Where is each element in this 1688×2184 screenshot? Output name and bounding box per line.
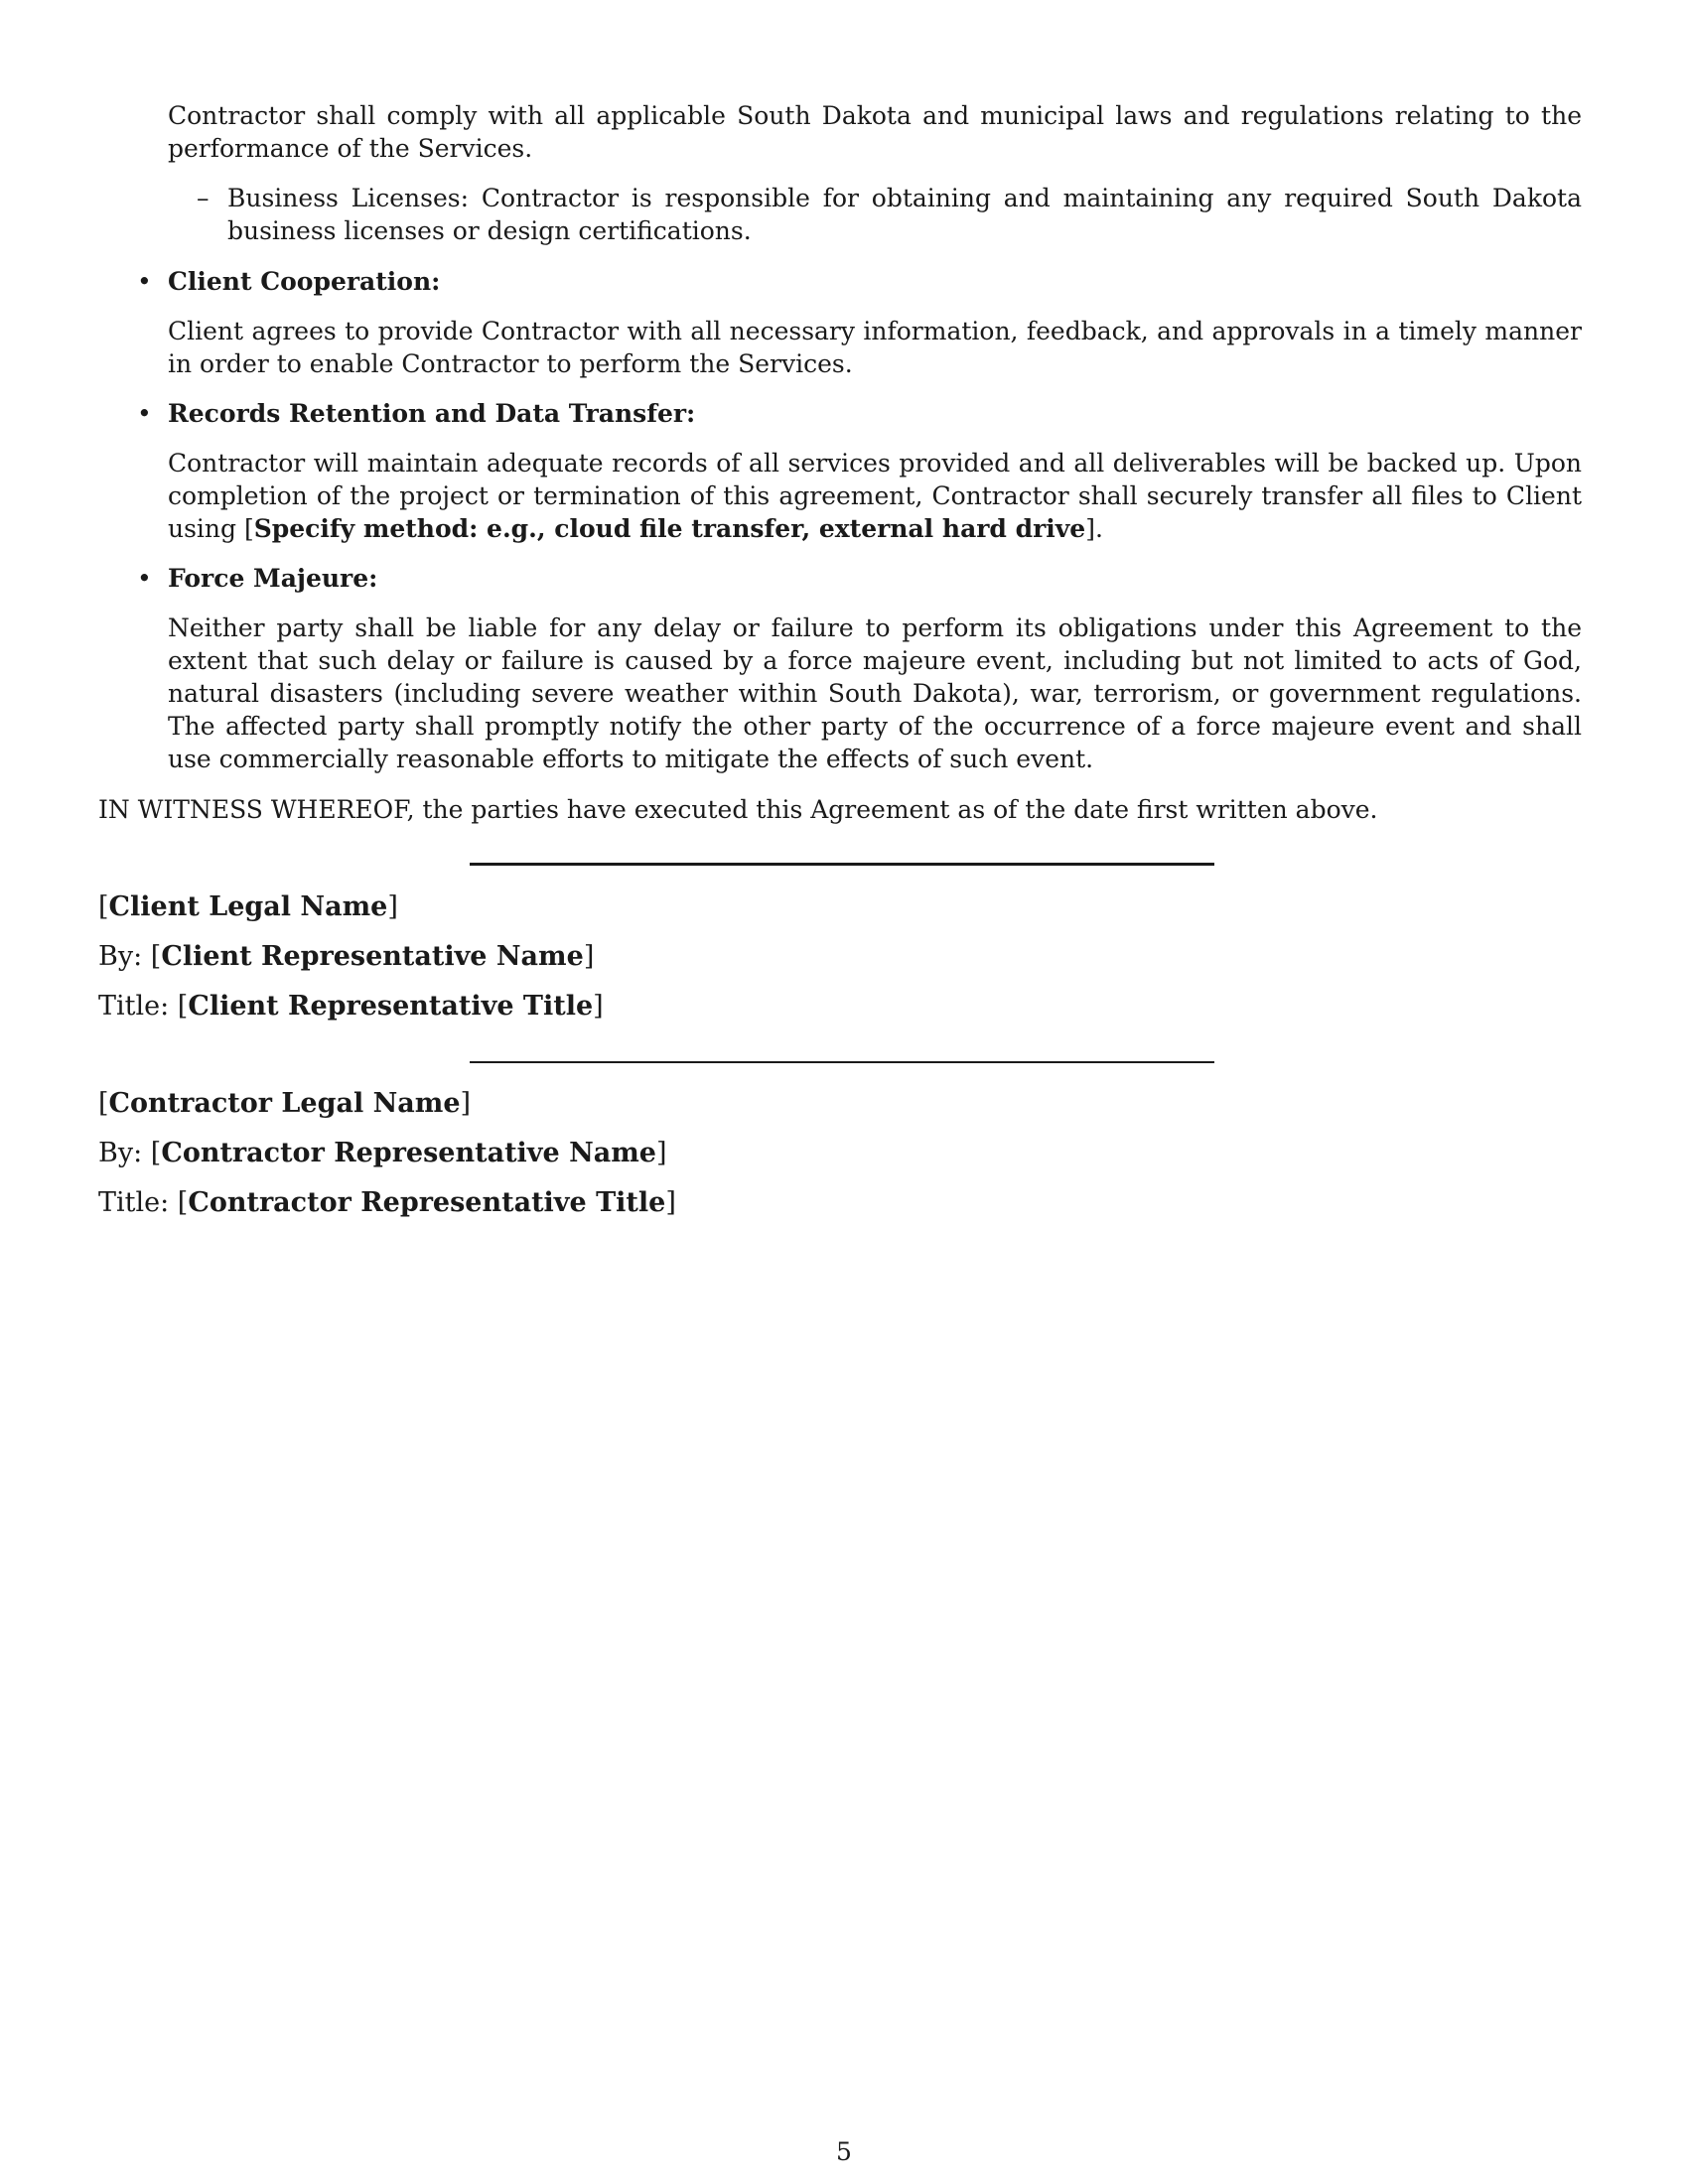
contractor-signature-line <box>470 1061 1214 1063</box>
business-licenses-item: Business Licenses: Contractor is responsible for obtaining and maintaining any required South Dakota business licenses or design certifications. <box>227 184 1582 245</box>
contractor-title-line: Title: [Contractor Representative Title] <box>98 1187 676 1218</box>
bullet-marker: • <box>137 564 152 593</box>
client-title-line: Title: [Client Representative Title] <box>98 991 604 1022</box>
witness-statement: IN WITNESS WHEREOF, the parties have executed this Agreement as of the date first written above. <box>98 795 1378 824</box>
client-rep-name: Client Representative Name <box>161 941 584 972</box>
force-majeure-body: Neither party shall be liable for any delay or failure to perform its obligations under this Agreement to the extent that such delay or failure is caused by a force majeure event, including but not limited to acts of God, natural disasters (including severe weather within South Dakota), war, terrorism, or government regulations. The affected party shall promptly notify the other party of the occurrence of a force majeure event and shall use commercially reasonable efforts to mitigate the effects of such event. <box>168 614 1582 773</box>
client-rep-title: Client Representative Title <box>188 991 594 1022</box>
records-retention-body <box>168 447 1582 545</box>
contractor-legal-name-text: Contractor Legal Name <box>108 1088 461 1119</box>
client-legal-name-text: Client Legal Name <box>108 891 388 922</box>
force-majeure-heading: Force Majeure: <box>168 564 378 593</box>
client-legal-name: [Client Legal Name] <box>98 891 398 922</box>
by-label: By: <box>98 1138 143 1168</box>
title-label: Title: <box>98 991 170 1022</box>
contractor-by-line: By: [Contractor Representative Name] <box>98 1138 667 1168</box>
bullet-marker: • <box>137 267 152 296</box>
client-signature-line <box>470 863 1214 866</box>
client-cooperation-heading: Client Cooperation: <box>168 267 441 296</box>
contractor-rep-name: Contractor Representative Name <box>161 1138 656 1168</box>
dash-marker: – <box>197 184 210 212</box>
contractor-legal-name: [Contractor Legal Name] <box>98 1088 472 1119</box>
transfer-method-placeholder: Specify method: e.g., cloud file transfer, external hard drive <box>253 514 1086 543</box>
title-label: Title: <box>98 1187 170 1218</box>
client-by-line: By: [Client Representative Name] <box>98 941 595 972</box>
records-retention-text-end: ]. <box>1085 514 1103 543</box>
records-retention-text: Contractor will maintain adequate records of all services provided and all deliverables will be backed up. Upon completion of the project or termination of this agreement, Contractor shall securely transfer all files to Client using [ <box>168 449 1582 543</box>
compliance-paragraph: Contractor shall comply with all applicable South Dakota and municipal laws and regulations relating to the performance of the Services. <box>168 101 1582 163</box>
records-retention-heading: Records Retention and Data Transfer: <box>168 399 696 428</box>
page-number: 5 <box>836 2137 852 2166</box>
client-cooperation-body: Client agrees to provide Contractor with all necessary information, feedback, and approvals in a timely manner in order to enable Contractor to perform the Services. <box>168 317 1582 378</box>
by-label: By: <box>98 941 143 972</box>
contractor-rep-title: Contractor Representative Title <box>188 1187 666 1218</box>
bullet-marker: • <box>137 399 152 428</box>
